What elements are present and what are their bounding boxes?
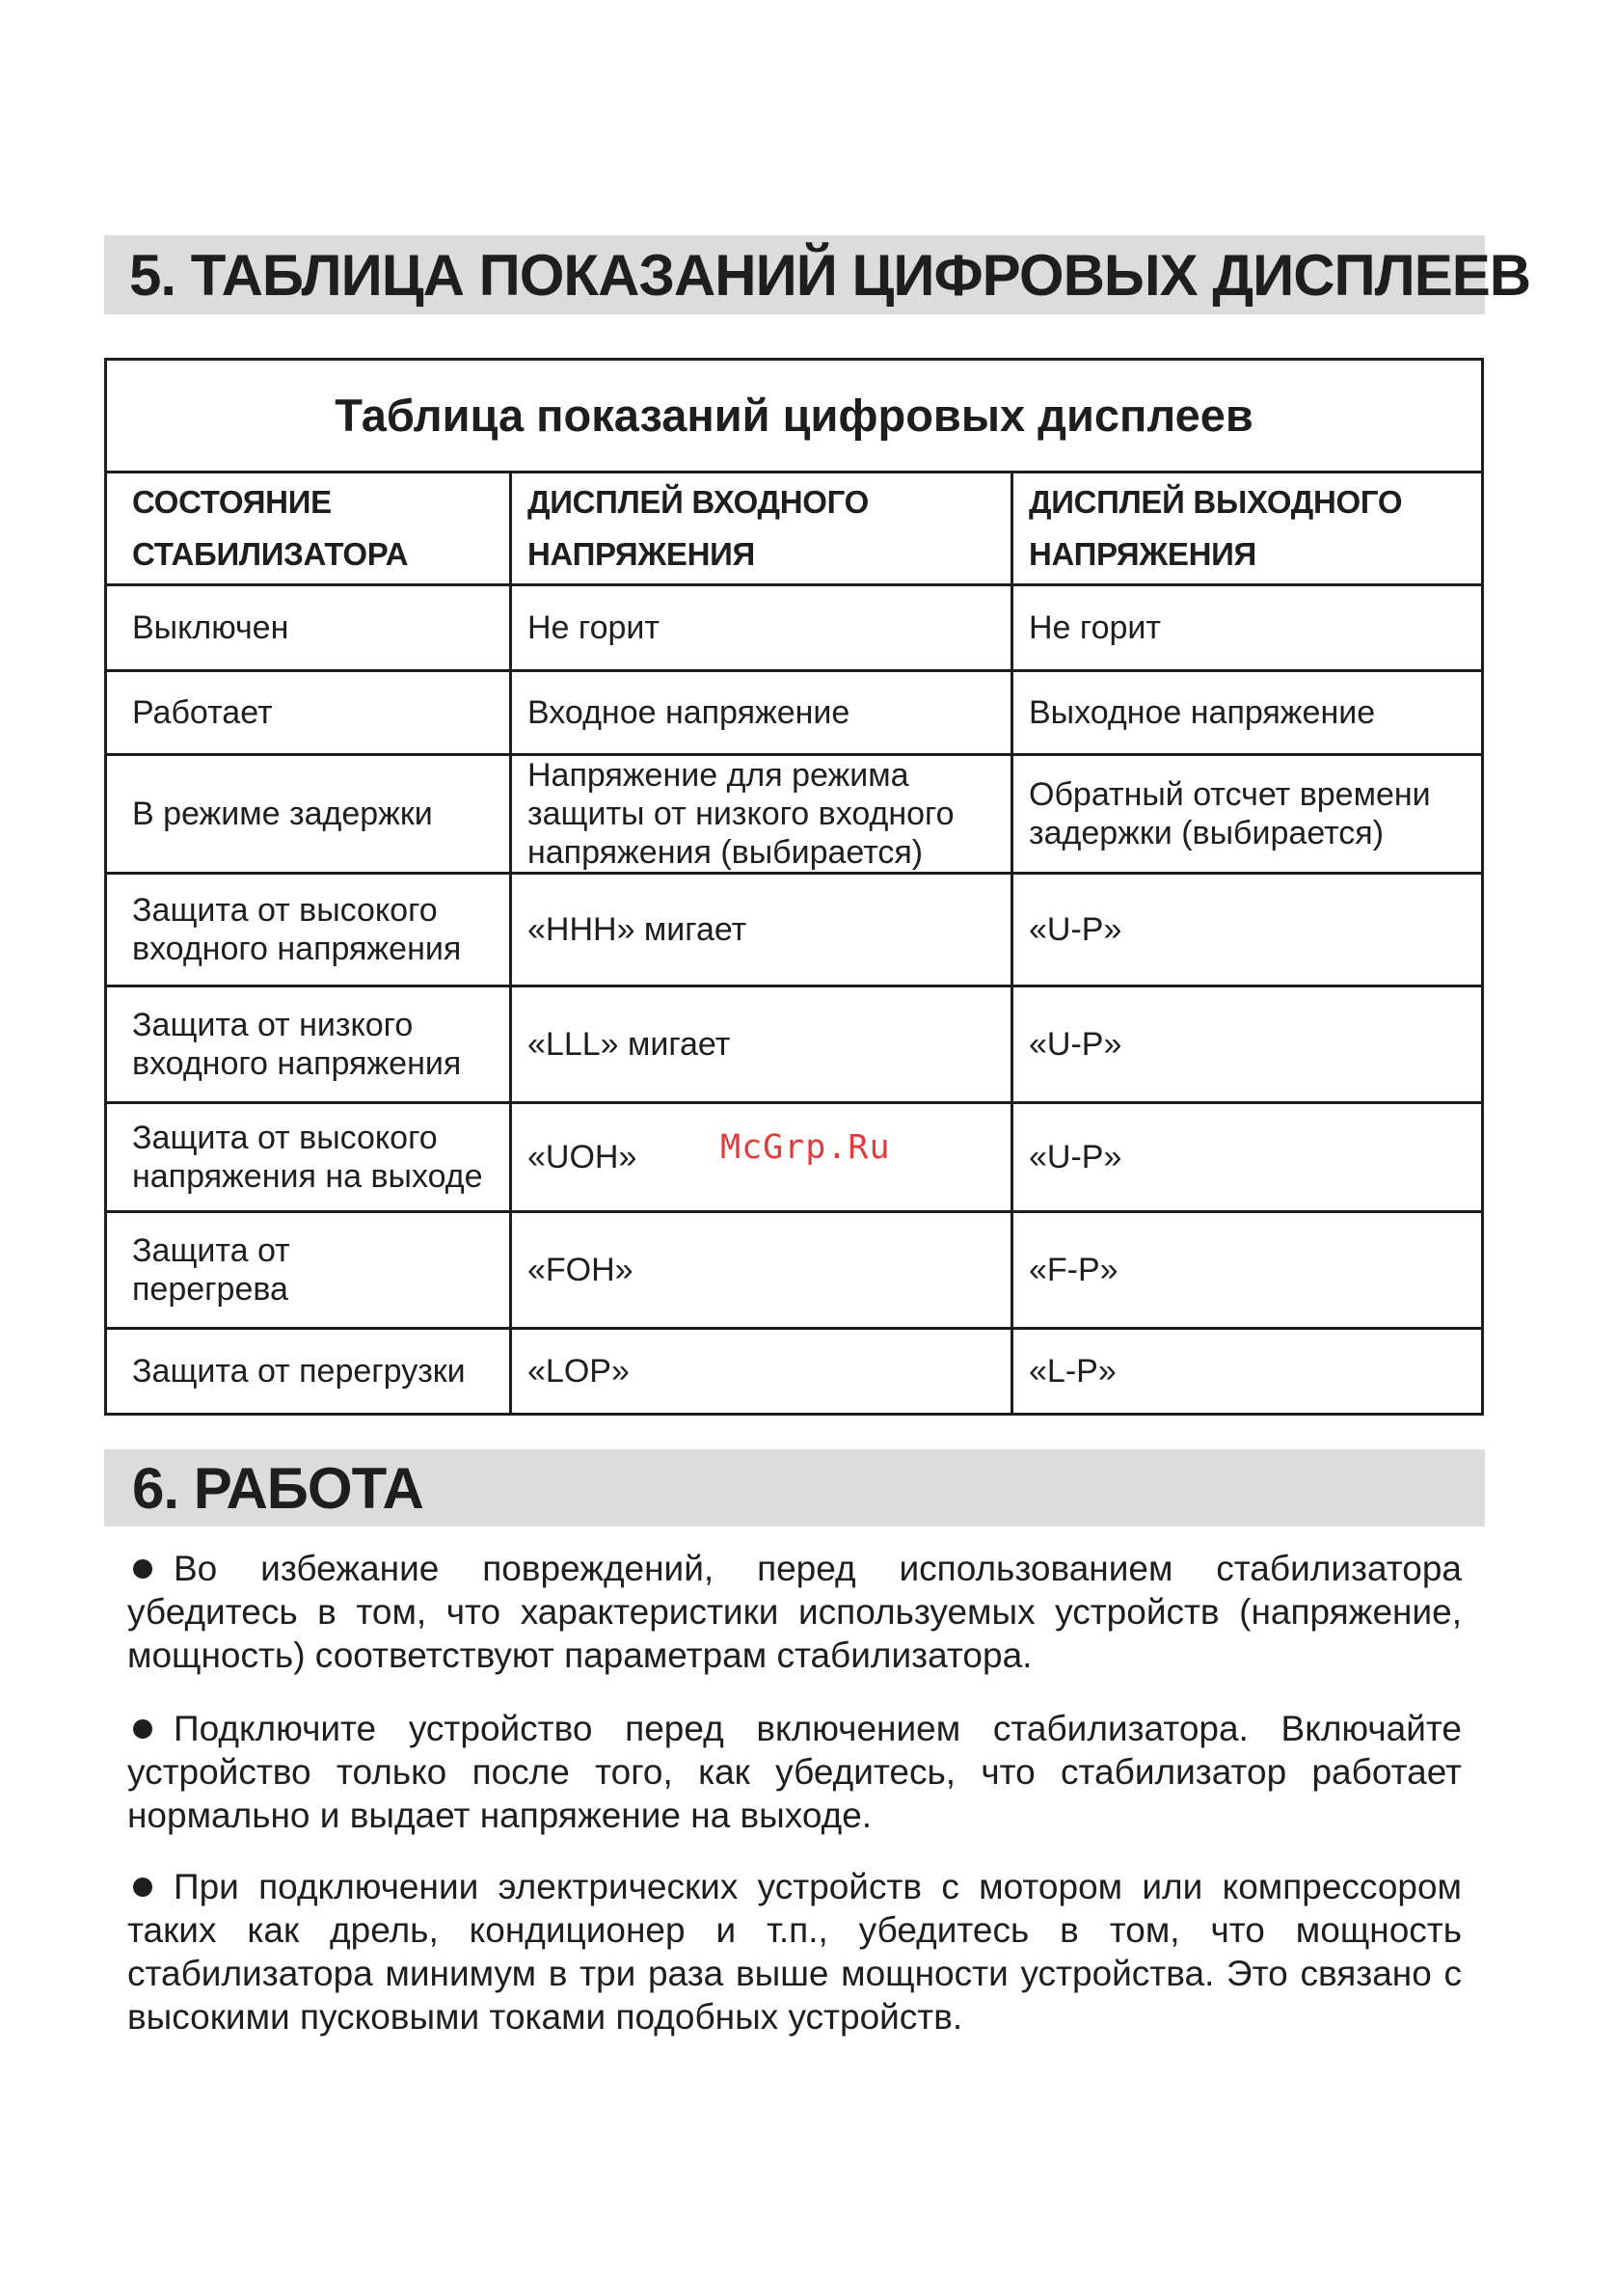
operation-bullet: Во избежание повреждений, перед использованием стабилизатора убедитесь в том, что характеристики используемых устройств (напряжение, мощность) соответствуют параметрам стабилизатора. — [127, 1549, 1462, 1675]
state-cell: Защита от высокого входного напряжения — [106, 874, 511, 986]
output-display-cell: «U-P» — [1012, 986, 1483, 1103]
table-row — [106, 874, 1483, 986]
state-cell: Выключен — [106, 585, 511, 671]
input-display-cell: «FOH» — [511, 1212, 1012, 1329]
column-header-output-display: ДИСПЛЕЙ ВЫХОДНОГО НАПРЯЖЕНИЯ — [1012, 473, 1483, 585]
watermark-text: McGrp.Ru — [720, 1128, 891, 1167]
output-display-cell: «L-P» — [1012, 1329, 1483, 1415]
operation-bullet: Подключите устройство перед включением стабилизатора. Включайте устройство только после того, как убедитесь, что стабилизатор работает нормально и выдает напряжение на выходе. — [127, 1709, 1462, 1835]
column-header-state: СОСТОЯНИЕ СТАБИЛИЗАТОРА — [106, 473, 511, 585]
input-display-cell: Напряжение для режима защиты от низкого входного напряжения (выбирается) — [511, 755, 1012, 874]
table-row — [106, 1329, 1483, 1415]
bullet-dot-icon — [133, 1877, 152, 1897]
table-row — [106, 986, 1483, 1103]
input-display-cell: Не горит — [511, 585, 1012, 671]
bullet-dot-icon — [133, 1559, 152, 1579]
input-display-cell: «LLL» мигает — [511, 986, 1012, 1103]
table-header-row — [106, 473, 1483, 585]
section-6-title: 6. РАБОТА — [132, 1456, 423, 1521]
output-display-cell: «U-P» — [1012, 1103, 1483, 1212]
section-5-title: 5. ТАБЛИЦА ПОКАЗАНИЙ ЦИФРОВЫХ ДИСПЛЕЕВ — [129, 243, 1531, 308]
bullet-dot-icon — [133, 1719, 152, 1739]
state-cell: Работает — [106, 671, 511, 755]
table-row — [106, 1212, 1483, 1329]
output-display-cell: «F-P» — [1012, 1212, 1483, 1329]
table-caption: Таблица показаний цифровых дисплеев — [106, 360, 1483, 473]
output-display-cell: Обратный отсчет времени задержки (выбирается) — [1012, 755, 1483, 874]
state-cell: Защита от низкого входного напряжения — [106, 986, 511, 1103]
state-cell: Защита от перегрева — [106, 1212, 511, 1329]
table-row — [106, 755, 1483, 874]
table-row — [106, 671, 1483, 755]
input-display-cell: «UOH» — [511, 1103, 1012, 1212]
table-row — [106, 585, 1483, 671]
state-cell: Защита от высокого напряжения на выходе — [106, 1103, 511, 1212]
input-display-cell: «HHH» мигает — [511, 874, 1012, 986]
input-display-cell: Входное напряжение — [511, 671, 1012, 755]
state-cell: Защита от перегрузки — [106, 1329, 511, 1415]
output-display-cell: Выходное напряжение — [1012, 671, 1483, 755]
state-cell: В режиме задержки — [106, 755, 511, 874]
display-readings-table — [104, 358, 1484, 1416]
output-display-cell: Не горит — [1012, 585, 1483, 671]
table-caption-row — [106, 360, 1483, 473]
column-header-input-display: ДИСПЛЕЙ ВХОДНОГО НАПРЯЖЕНИЯ — [511, 473, 1012, 585]
input-display-cell: «LOP» — [511, 1329, 1012, 1415]
output-display-cell: «U-P» — [1012, 874, 1483, 986]
operation-bullet: При подключении электрических устройств с мотором или компрессором таких как дрель, кондиционер и т.п., убедитесь в том, что мощность стабилизатора минимум в три раза выше мощности устройства. Это связано с высокими пусковыми токами подобных устройств. — [127, 1867, 1462, 2037]
